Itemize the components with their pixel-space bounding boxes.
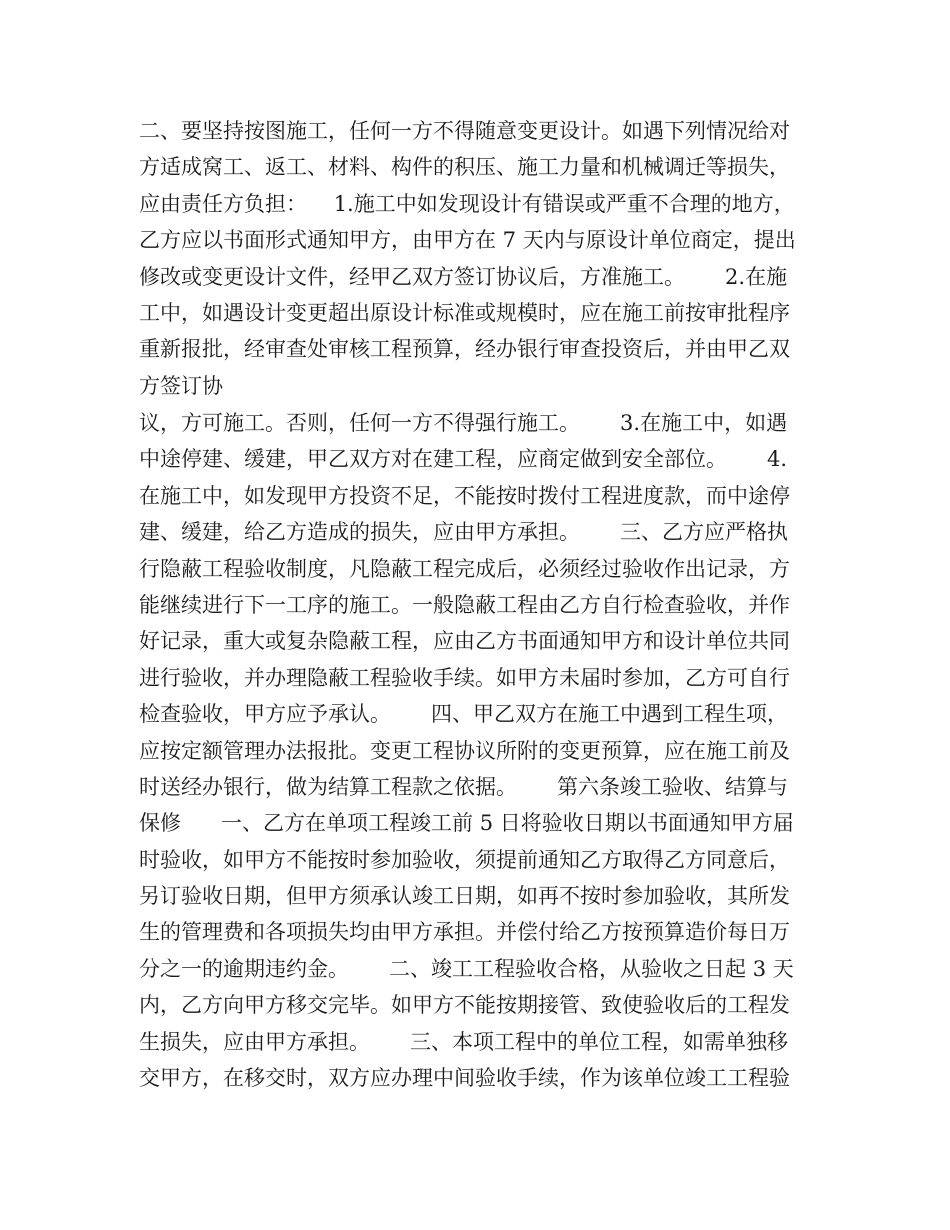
text-line: 方签订协	[139, 373, 223, 398]
text-line: 分之一的逾期违约金。 二、竣工工程验收合格，从验收之日起 3 天	[139, 956, 794, 981]
text-line: 生的管理费和各项损失均由甲方承担。并偿付给乙方按预算造价每日万	[139, 920, 790, 945]
text-line: 内，乙方向甲方移交完毕。如甲方不能按期接管、致使验收后的工程发	[139, 993, 790, 1018]
text-line: 另订验收日期，但甲方须承认竣工日期，如再不按时参加验收，其所发	[139, 884, 790, 909]
text-line: 中途停建、缓建，甲乙双方对在建工程，应商定做到安全部位。 4.	[139, 447, 788, 472]
text-line: 时送经办银行，做为结算工程款之依据。 第六条竣工验收、结算与	[139, 774, 789, 799]
text-line: 检查验收，甲方应予承认。 四、甲乙双方在施工中遇到工程生项，	[139, 702, 789, 727]
text-line: 工中，如遇设计变更超出原设计标准或规模时，应在施工前按审批程序	[139, 300, 790, 325]
text-line: 进行验收，并办理隐蔽工程验收手续。如甲方未届时参加，乙方可自行	[139, 665, 790, 690]
text-line: 生损失，应由甲方承担。 三、本项工程中的单位工程，如需单独移	[139, 1029, 789, 1054]
text-line: 好记录，重大或复杂隐蔽工程，应由乙方书面通知甲方和设计单位共同	[139, 629, 790, 654]
text-line: 交甲方，在移交时，双方应办理中间验收手续，作为该单位竣工工程验	[139, 1066, 790, 1091]
text-line: 应按定额管理办法报批。变更工程协议所附的变更预算，应在施工前及	[139, 738, 790, 763]
text-line: 保修 一、乙方在单项工程竣工前 5 日将验收日期以书面通知甲方届	[139, 811, 794, 836]
text-line: 能继续进行下一工序的施工。一般隐蔽工程由乙方自行检查验收，并作	[139, 592, 790, 617]
text-line: 在施工中，如发现甲方投资不足，不能按时拨付工程进度款，而中途停	[139, 483, 790, 508]
text-line: 乙方应以书面形式通知甲方，由甲方在 7 天内与原设计单位商定，提出	[139, 228, 796, 253]
text-line: 建、缓建，给乙方造成的损失，应由甲方承担。 三、乙方应严格执	[139, 520, 789, 545]
text-line: 重新报批，经审查处审核工程预算，经办银行审查投资后，并由甲乙双	[139, 337, 790, 362]
text-line: 二、要坚持按图施工，任何一方不得随意变更设计。如遇下列情况给对	[139, 119, 790, 143]
text-line: 方适成窝工、返工、材料、构件的积压、施工力量和机械调迁等损失，	[139, 155, 790, 180]
paragraph-1	[139, 113, 829, 404]
text-line: 行隐蔽工程验收制度，凡隐蔽工程完成后，必须经过验收作出记录，方	[139, 556, 790, 581]
text-line: 议，方可施工。否则，任何一方不得强行施工。 3.在施工中，如遇	[139, 411, 788, 435]
text-line: 时验收，如甲方不能按时参加验收，须提前通知乙方取得乙方同意后，	[139, 847, 790, 872]
text-line: 修改或变更设计文件，经甲乙双方签订协议后，方准施工。 2.在施	[139, 264, 788, 289]
paragraph-2	[139, 405, 829, 1096]
text-line: 应由责任方负担： 1.施工中如发现设计有错误或严重不合理的地方，	[139, 191, 795, 216]
